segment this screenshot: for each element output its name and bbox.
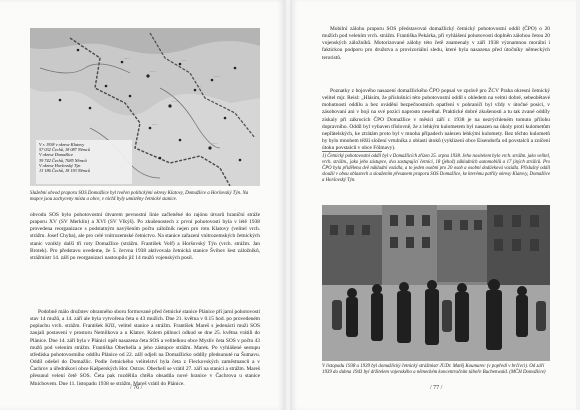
paragraph-text: obvodu SOS bylo pohotovostní útvarem pevnostní linie začleněné do rajónu útvarů hraniční stráže praporu XV (SV Merklín) a XVI (SV Vlkýš). Po zkušenostech z první pohotovosti byla v létě 1938 provedena reorganizace s podstatným navýšením počtu záložník nejen pro rotu Klatovy (velitel vrch. strážm. Josef Chyba), ale pro celé vnitrozemské četnictvo. Na stanice zařazení vnitrozemských četnických stanic vznikly další tři roty Domažlice (strážm. František Volf) a Horšovský Týn (vrch. strážm. Jan Brotek). Pro představu uvedeme, že 5. června 1938 aktivovala četnická stanice Švihov šest záložníků, strážmistr 14. září po reorganizaci nastoupilo již 14 mužů vojenských posil. bbox=[30, 212, 260, 261]
svg-text:·····: ····· bbox=[212, 142, 218, 146]
paragraph-text: Podobně málo družstev obranného sboru formované před četnické stanice Plánice při jarní pohotovosti stav 14 mužů, a 14. září ale byla vytvořena četa o 43 mužích. Dne 21. května v 0.15 hod. po provedeném poplachu vrch. strážm. František Kříž, velitel stanice a strážm. František Mareš s jedenácti muži SOS zaujali postavení v prostoru Nemilkova a u Klatov. Kolem půlnoci odkud se dne 25. května vrátili do Plánice. Dne 14. září byla v Plánici opět nasazena četa SOS a velitelkou obce Myslív četa SOS v počtu 43 mužů pod velením strážm. Františka Oberhella a jeho zástupce strážm. Marek. Po vyhlášené sestupu střediska pohotovostního oddílu Plánice od 22. září odjeli na Domažlicko oddíly předsunuté na Šumavu. Oddíl odešel do Domažlic. Podle četnického velitelství byla četa z Fleckovských zaměstnanců a v Čachrov a úředníkovi obce Kašperských Hor. Ostrav. Oberhell se vrátil 27. září na stanici a strážm. Mareš přesunul velení četě SOS. Četa pak rozdělila chtěla obsadila nové hranice v Čachrova u stanice Mnichovem. Dne 11. listopadu 1938 se strážm. Mareš vrátil do Plánice. bbox=[30, 309, 260, 387]
svg-text:·····: ····· bbox=[124, 57, 130, 61]
map-legend-line: 57 032 Čechů, 18 087 Němců bbox=[39, 147, 90, 153]
paragraph-text: Poznatky z bojového nasazení domažlického ČPO popsal ve zprávě pro ŽCV Praha okresní četnický velitel mjr. Reisl: „Hlásím, že příslušníci této pohotovostní oddíl s ohledem na velmi dobré, sebeobětavé mohutnosti oddílu a bez uvádění bezpečnostních opatření v pohraničí byl vždy v útočné posici, v zásobovaní ani v boji na své pozici naprosto neselhal. Praktické dobré zkušenosti a tu tak zvané oddíly získaly při zákrocích ČPO Domažlice v měsíci září r. 1938 je na nezrýchleném tomuto přílohu dopravního. Oddíl byl vybaven tříslovně, že z lehkým kulometem byl nasazen na úkoly proti kulometům nepřátelských, ke ztrátám proto byl v mnoha případech nalezen lehkými kulomety. Bez těchto kulometů by bylo mnohem těžší složení vrtulníka z oblasti útoků (vyklizení obce Eisendorfa od povstalců a zničení útoku povstalců v obce Fölmavy). bbox=[322, 88, 550, 152]
svg-text:·····: ····· bbox=[214, 75, 220, 79]
svg-text:····: ···· bbox=[182, 59, 187, 63]
photo-drawing bbox=[322, 205, 550, 361]
footnote-rule bbox=[322, 151, 382, 152]
photo-caption: V listopadu 1938 a 1939 byl domažlický četnický strážmistr JUDr. Matěj Koumarec (v popředí v brčivci). Od září 1939 do dubna 1943 byl držitelem vojenského a německém koncentračním táboře Buchenwald. (MČH Domažlice) bbox=[322, 364, 546, 376]
map-legend-line: V okrese Horšovský Týn bbox=[39, 162, 81, 168]
map-legend-line: V r. 1938 v okrese Klatovy bbox=[39, 142, 85, 147]
svg-text:·····: ····· bbox=[80, 45, 86, 49]
footnote: 1) Četnický pohotovostní oddíl byl v Domažlicích zřízen 25. srpna 1938. Jeho nositelem bylo vrch. strážm. jako velitel, vrch. strážm., jako jeho zástupce, dva zastupující četníci, 18 (jehož) základních automobilů a 17 jiných strážců. Pro ČPO byla přidělena dvě nákladní vozidla, a to jeden osobní pro 20 osob a osobní dodávková vozidla. Příslušný oddíl sloužil v obou oblastech a sloužením přesunem praporu SOS Domažlice, ke kterému patřily okresy Klatovy, Domažlice a Horšovský Týn. bbox=[322, 154, 550, 183]
right-body-paragraph bbox=[322, 88, 550, 152]
page-number-left: / 76 / bbox=[130, 385, 143, 391]
map-legend-line: V okrese Domažlice bbox=[39, 152, 74, 158]
svg-text:····: ···· bbox=[197, 85, 202, 89]
svg-text:·····: ····· bbox=[152, 123, 158, 127]
svg-text:······: ······ bbox=[172, 100, 179, 104]
map-legend bbox=[36, 140, 132, 184]
paragraph-text: Mobilní zálohu praporu SOS představoval domažlický četnický pohotovostní oddíl (ČPO) o 20 mužích pod velením vrch. strážm. Františka Pekárka, při vyhlášení pohotovosti doplněn zálohou četou 20 vojenských záložníků. Motorizované zálohy této četě znamenaly v září 1938 významnou morální i faktickou podporu pro družstva a provizoriální sledu, které byla nasazena před útočníky německých teroristů. bbox=[322, 26, 550, 61]
svg-text:·····: ····· bbox=[150, 70, 156, 74]
map-caption: Služební obvod praporu SOS Domažlice byl tvořen politickými okresy Klatovy, Domažlice a Horšovský Týn. Na mapce jsou zachyceny místa a obce, v nichž byly umístěny četnické stanice. bbox=[30, 191, 249, 203]
left-page bbox=[0, 0, 284, 410]
historic-photo bbox=[322, 205, 550, 361]
left-body-paragraph bbox=[30, 309, 260, 388]
page-number-right: / 77 / bbox=[430, 385, 443, 391]
left-body-paragraph bbox=[30, 212, 260, 262]
district-map bbox=[30, 28, 260, 186]
right-body-paragraph bbox=[322, 26, 550, 62]
map-legend-line: 13 186 Čechů, 18 193 Němců bbox=[39, 168, 90, 174]
map-legend-line: 39 742 Čechů, 7085 Němců bbox=[39, 157, 87, 163]
book-gutter bbox=[284, 0, 292, 410]
